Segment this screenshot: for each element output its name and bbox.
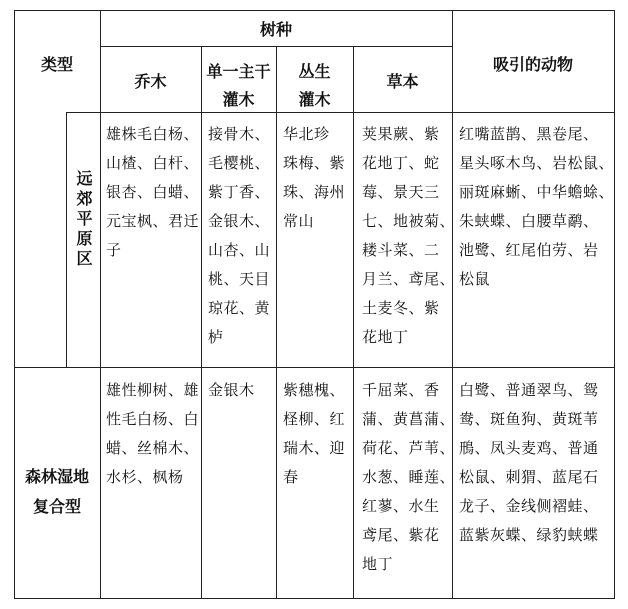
row2-animals [459, 376, 599, 550]
cell-line: 金银木 [208, 381, 255, 399]
single-shrub-column-divider [276, 46, 277, 599]
herb-header: 草本 [386, 72, 419, 91]
cell-line: 蓝紫灰蝶、绿豹蛱蝶 [459, 526, 599, 544]
cell-line: 琼花、黄 [208, 299, 271, 317]
cell-line: 银杏、白蜡、 [106, 183, 200, 201]
cell-line: 栌 [208, 328, 224, 346]
cell-line: 红嘴蓝鹊、黑卷尾、 [459, 125, 599, 143]
cell-line: 雄性柳树、雄 [106, 381, 200, 399]
cell-line: 鸯、斑鱼狗、黄斑苇 [459, 410, 599, 428]
cell-line: 土麦冬、紫 [362, 299, 440, 317]
cell-line: 丽斑麻蜥、中华蟾蜍、 [459, 183, 615, 201]
cell-line: 水杉、枫杨 [106, 468, 184, 486]
arbor-column-divider [201, 46, 202, 599]
cell-line: 金银木、 [208, 212, 271, 230]
row1-herb [362, 120, 455, 352]
cell-line: 珠、海州 [283, 183, 346, 201]
table-bottom-border [14, 598, 615, 599]
cell-line: 珠梅、紫 [283, 154, 346, 172]
cell-line: 鸢尾、紫花 [362, 526, 440, 544]
cell-line: 莓、景天三 [362, 183, 440, 201]
row2-category [14, 462, 100, 522]
cell-line: 鳽、凤头麦鸡、普通 [459, 439, 599, 457]
cell-line: 华北珍 [283, 125, 330, 143]
cell-line: 花地丁、蛇 [362, 154, 440, 172]
type-column-divider [100, 10, 101, 599]
cell-line: 红蓼、水生 [362, 497, 440, 515]
attracted-animals-header: 吸引的动物 [492, 55, 573, 74]
cell-line: 雄株毛白杨、 [106, 125, 200, 143]
cell-line: 子 [106, 241, 122, 259]
cell-line: 松鼠、刺猬、蓝尾石 [459, 468, 599, 486]
subcategory-divider [66, 112, 67, 368]
arbor-header: 乔木 [134, 72, 167, 91]
tree-species-header: 树种 [259, 20, 292, 39]
cell-line: 山杏、山 [208, 241, 271, 259]
cell-line: 山楂、白杆、 [106, 154, 200, 172]
cell-line: 七、地被菊、 [362, 212, 456, 230]
cell-line: 春 [283, 468, 299, 486]
cell-line: 蒲、黄菖蒲、 [362, 410, 456, 428]
cell-line: 元宝枫、君迁 [106, 212, 200, 230]
row1-cluster-shrub [283, 120, 345, 236]
row2-single-shrub [208, 376, 255, 405]
cell-line: 瑞木、迎 [283, 439, 346, 457]
table-right-border [614, 10, 615, 599]
cell-line: 性毛白杨、白 [106, 410, 200, 428]
row-divider [14, 367, 615, 368]
cell-line: 荚果蕨、紫 [362, 125, 440, 143]
table-top-border [14, 10, 615, 11]
row1-animals [459, 120, 614, 294]
row1-subcategory-text: 远郊平原区 [74, 170, 93, 270]
cell-line: 龙子、金线侧褶蛙、 [459, 497, 599, 515]
type-header: 类型 [40, 55, 73, 74]
cell-line: 地丁 [362, 555, 394, 573]
single-shrub-header: 单一主干 灌木 [206, 62, 271, 109]
cell-line: 千屈菜、香 [362, 381, 440, 399]
cell-line: 池鹭、红尾伯劳、岩 [459, 241, 599, 259]
cell-line: 月兰、鸢尾、 [362, 270, 456, 288]
cell-line: 常山 [283, 212, 315, 230]
cell-line: 紫穗槐、 [283, 381, 346, 399]
row1-subcategory [71, 170, 95, 270]
cell-line: 耧斗菜、二 [362, 241, 440, 259]
row1-arbor [106, 120, 199, 265]
row2-category-text: 森林湿地复合型 [24, 467, 89, 516]
cell-line: 接骨木、 [208, 125, 271, 143]
cell-line: 白鹭、普通翠鸟、鸳 [459, 381, 599, 399]
cell-line: 松鼠 [459, 270, 491, 288]
row2-herb [362, 376, 455, 579]
cell-line: 朱蛱蝶、白腰草鹬、 [459, 212, 599, 230]
cell-line: 星头啄木鸟、岩松鼠、 [459, 154, 615, 172]
cell-line: 水葱、睡莲、 [362, 468, 456, 486]
cell-line: 毛樱桃、 [208, 154, 271, 172]
cell-line: 花地丁 [362, 328, 409, 346]
row2-cluster-shrub [283, 376, 345, 492]
cell-line: 柽柳、红 [283, 410, 346, 428]
cell-line: 荷花、芦苇、 [362, 439, 456, 457]
cell-line: 桃、天目 [208, 270, 271, 288]
row2-arbor [106, 376, 199, 492]
cluster-shrub-header: 丛生 灌木 [298, 62, 331, 109]
cluster-shrub-column-divider [353, 46, 354, 599]
cell-line: 紫丁香、 [208, 183, 271, 201]
cell-line: 蜡、丝棉木、 [106, 439, 200, 457]
row1-single-shrub [208, 120, 270, 352]
